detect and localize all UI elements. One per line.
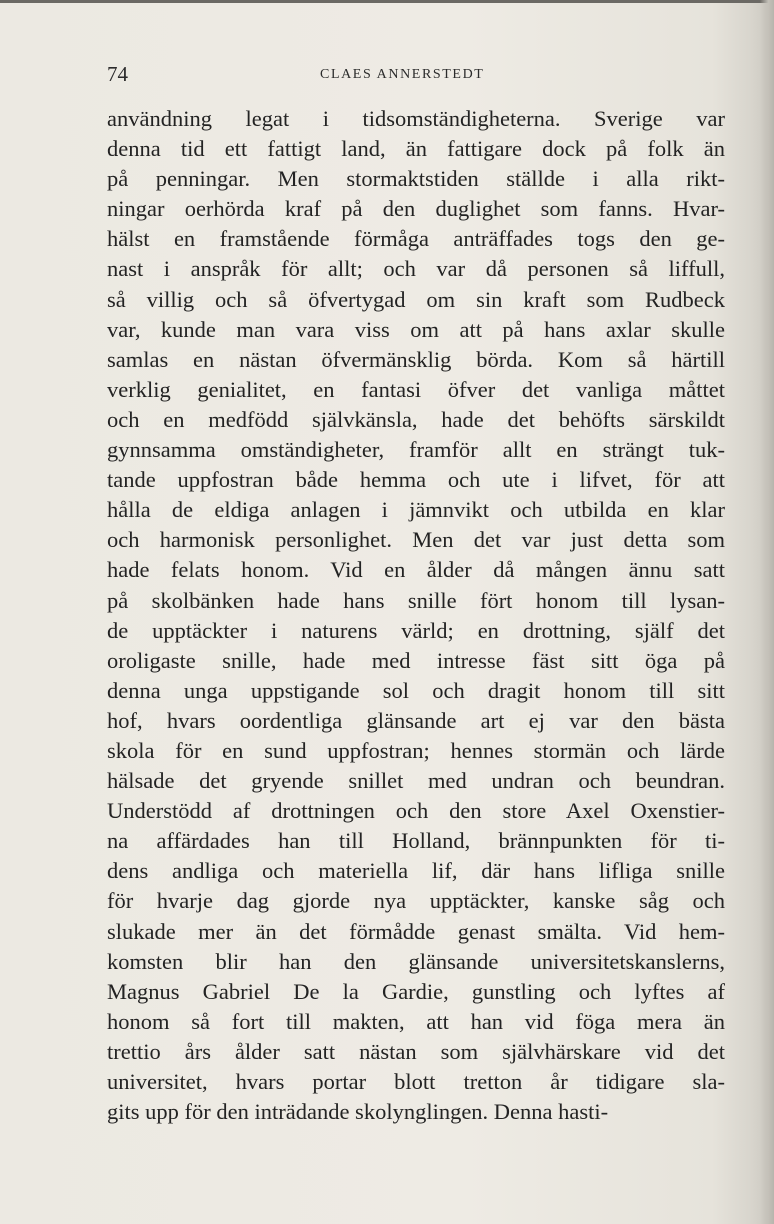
- page-header: [107, 62, 727, 88]
- text-line: och en medfödd självkänsla, hade det behöfts särskildt: [107, 406, 725, 432]
- text-line: hof, hvars oordentliga glänsande art ej var den bästa: [107, 707, 725, 733]
- text-line: na affärdades han till Holland, brännpunkten för ti-: [107, 828, 725, 854]
- text-line: och harmonisk personlighet. Men det var just detta som: [107, 527, 725, 553]
- text-line: Magnus Gabriel De la Gardie, gunstling och lyftes af: [107, 978, 725, 1004]
- text-line: tande uppfostran både hemma och ute i lifvet, för att: [107, 467, 725, 493]
- text-line: användning legat i tidsomständigheterna. Sverige var: [107, 106, 725, 131]
- text-line: hälsade det gryende snillet med undran och beundran.: [107, 768, 725, 794]
- text-line: på skolbänken hade hans snille fört honom till lysan-: [107, 587, 725, 613]
- text-line: ningar oerhörda kraf på den duglighet som fanns. Hvar-: [107, 196, 725, 222]
- text-line: verklig genialitet, en fantasi öfver det vanliga måttet: [107, 376, 725, 402]
- text-line: universitet, hvars portar blott tretton år tidigare sla-: [107, 1069, 725, 1094]
- page-top-edge: [0, 0, 774, 3]
- text-line: denna tid ett fattigt land, än fattigare dock på folk än: [107, 136, 725, 162]
- text-line: gits upp för den inträdande skolynglingen. Denna hasti-: [107, 1099, 609, 1125]
- text-line: så villig och så öfvertygad om sin kraft som Rudbeck: [107, 286, 725, 312]
- text-line: var, kunde man vara viss om att på hans axlar skulle: [107, 316, 725, 342]
- text-line: hälst en framstående förmåga anträffades togs den ge-: [107, 226, 725, 252]
- page-right-edge-shadow: [760, 0, 774, 1224]
- text-line: hade felats honom. Vid en ålder då mången ännu satt: [107, 557, 725, 583]
- text-line: komsten blir han den glänsande universitetskanslerns,: [107, 948, 725, 974]
- text-line: slukade mer än det förmådde genast smälta. Vid hem-: [107, 918, 725, 944]
- text-line: skola för en sund uppfostran; hennes stormän och lärde: [107, 737, 725, 763]
- body-text: [107, 104, 725, 1127]
- running-head: CLAES ANNERSTEDT: [320, 67, 485, 82]
- text-line: samlas en nästan öfvermänsklig börda. Kom så härtill: [107, 346, 725, 372]
- text-line: honom så fort till makten, att han vid föga mera än: [107, 1008, 725, 1034]
- text-line: hålla de eldiga anlagen i jämnvikt och utbilda en klar: [107, 497, 725, 523]
- text-line: gynnsamma omständigheter, framför allt en strängt tuk-: [107, 437, 725, 463]
- text-line: oroligaste snille, hade med intresse fäst sitt öga på: [107, 647, 725, 673]
- text-line: de upptäckter i naturens värld; en drottning, själf det: [107, 617, 725, 643]
- text-line: dens andliga och materiella lif, där hans lifliga snille: [107, 858, 725, 884]
- text-line: Understödd af drottningen och den store Axel Oxenstier-: [107, 798, 725, 824]
- text-line: nast i anspråk för allt; och var då personen så liffull,: [107, 256, 725, 282]
- text-line: trettio års ålder satt nästan som självhärskare vid det: [107, 1038, 725, 1064]
- text-line: för hvarje dag gjorde nya upptäckter, kanske såg och: [107, 888, 725, 914]
- page-number: 74: [107, 62, 128, 86]
- text-line: denna unga uppstigande sol och dragit honom till sitt: [107, 677, 725, 703]
- text-line: på penningar. Men stormaktstiden ställde i alla rikt-: [107, 166, 725, 192]
